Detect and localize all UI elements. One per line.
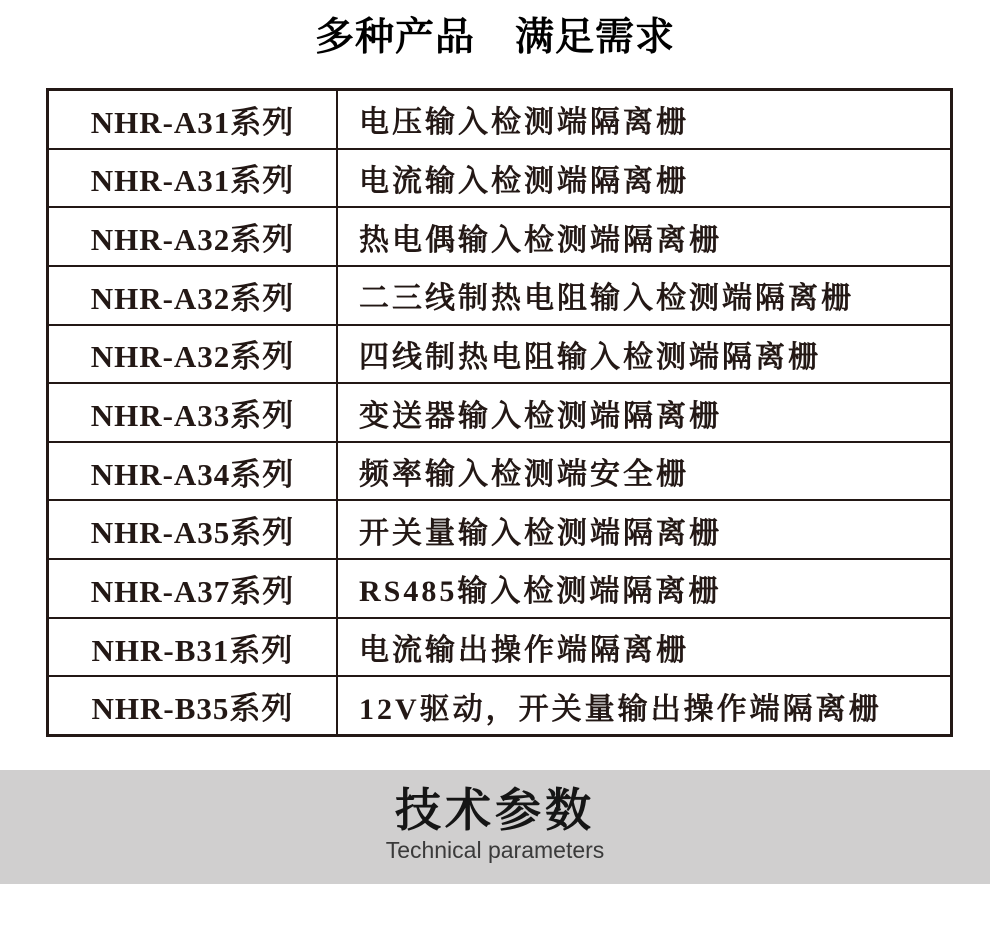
table-row — [49, 265, 950, 324]
description-cell: 变送器输入检测端隔离栅 — [359, 399, 722, 433]
table-row — [49, 558, 950, 617]
series-cell: NHR-A32系列 — [49, 326, 338, 383]
description-cell: 电流输出操作端隔离栅 — [359, 634, 689, 668]
page-title: 多种产品 满足需求 — [314, 16, 675, 59]
product-series-table — [46, 88, 953, 737]
series-cell: NHR-A32系列 — [49, 267, 338, 324]
description-cell: 热电偶输入检测端隔离栅 — [359, 223, 722, 257]
description-cell: 四线制热电阻输入检测端隔离栅 — [359, 340, 821, 374]
table-row — [49, 324, 950, 383]
banner-subheading: Technical parameters — [385, 837, 605, 863]
series-cell: NHR-A31系列 — [49, 150, 338, 207]
table-row — [49, 148, 950, 207]
technical-parameters-banner — [0, 770, 990, 884]
series-cell: NHR-A34系列 — [49, 443, 338, 500]
series-cell: NHR-A35系列 — [49, 501, 338, 558]
description-cell: 开关量输入检测端隔离栅 — [359, 516, 722, 550]
table-row — [49, 499, 950, 558]
table-row — [49, 675, 950, 734]
series-cell: NHR-B31系列 — [49, 619, 338, 676]
series-cell: NHR-A31系列 — [49, 91, 338, 148]
table-row — [49, 441, 950, 500]
table-row — [49, 206, 950, 265]
description-cell: 电流输入检测端隔离栅 — [359, 164, 689, 198]
description-cell: 12V驱动，开关量输出操作端隔离栅 — [359, 692, 882, 726]
series-cell: NHR-A37系列 — [49, 560, 338, 617]
series-cell: NHR-B35系列 — [49, 677, 338, 734]
description-cell: RS485输入检测端隔离栅 — [359, 575, 722, 609]
series-cell: NHR-A32系列 — [49, 208, 338, 265]
banner-heading: 技术参数 — [395, 784, 595, 836]
table-row — [49, 91, 950, 148]
description-cell: 频率输入检测端安全栅 — [359, 458, 689, 492]
description-cell: 二三线制热电阻输入检测端隔离栅 — [359, 282, 854, 316]
series-cell: NHR-A33系列 — [49, 384, 338, 441]
description-cell: 电压输入检测端隔离栅 — [359, 106, 689, 140]
table-row — [49, 382, 950, 441]
table-row — [49, 617, 950, 676]
